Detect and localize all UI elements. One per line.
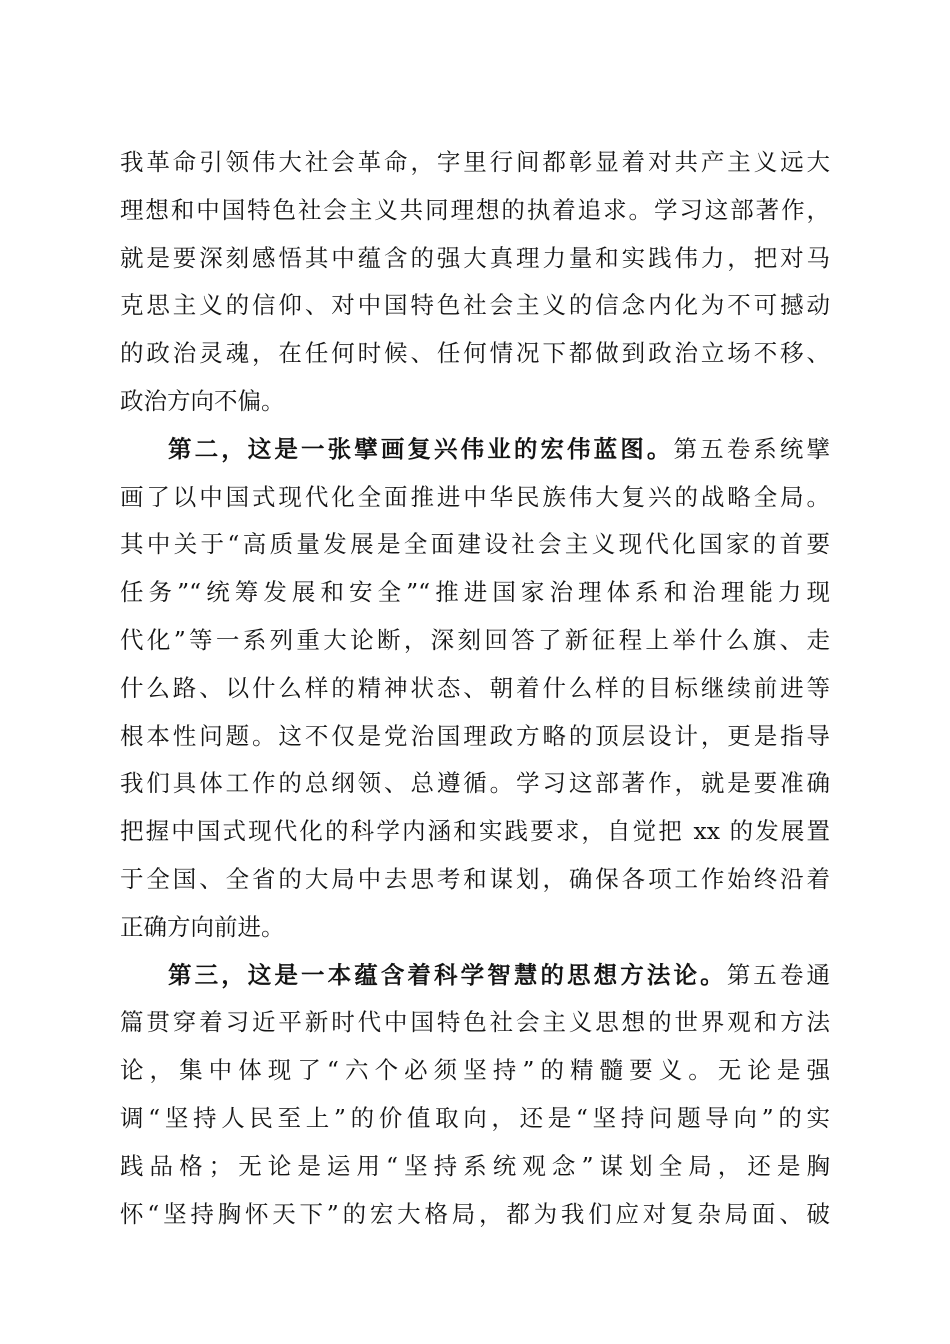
paragraph-heading: 第二，这是一张擘画复兴伟业的宏伟蓝图。 — [168, 434, 674, 463]
text-line: 画了以中国式现代化全面推进中华民族伟大复兴的战略全局。 — [120, 482, 830, 511]
text-line: 就是要深刻感悟其中蕴含的强大真理力量和实践伟力，把对马 — [120, 243, 830, 272]
paragraph-2 — [120, 426, 830, 952]
text-line: 政治方向不偏。 — [120, 386, 285, 415]
text-line: 我革命引领伟大社会革命，字里行间都彰显着对共产主义远大 — [120, 148, 830, 176]
paragraph-1 — [120, 139, 830, 426]
text-line: 什么路、以什么样的精神状态、朝着什么样的目标继续前进等 — [120, 673, 830, 702]
text-line: 根本性问题。这不仅是党治国理政方略的顶层设计，更是指导 — [120, 721, 830, 750]
text-line: 践品格；无论是运用“坚持系统观念”谋划全局，还是胸 — [120, 1151, 830, 1180]
text-line: 论，集中体现了“六个必须坚持”的精髓要义。无论是强 — [120, 1056, 830, 1085]
text-line: 怀“坚持胸怀天下”的宏大格局，都为我们应对复杂局面、破 — [120, 1199, 830, 1228]
text-line: 克思主义的信仰、对中国特色社会主义的信念内化为不可撼动 — [120, 291, 830, 320]
paragraph-heading: 第三，这是一本蕴含着科学智慧的思想方法论。 — [168, 960, 727, 989]
text-line: 正确方向前进。 — [120, 912, 285, 941]
document-body — [120, 139, 830, 1238]
text-line: 代化”等一系列重大论断，深刻回答了新征程上举什么旗、走 — [120, 625, 830, 654]
text-line: 理想和中国特色社会主义共同理想的执着追求。学习这部著作， — [120, 195, 830, 224]
text-line: 的政治灵魂，在任何时候、任何情况下都做到政治立场不移、 — [120, 339, 830, 368]
text-line: 其中关于“高质量发展是全面建设社会主义现代化国家的首要 — [120, 530, 830, 559]
text-segment: 第五卷系统擘 — [673, 434, 831, 463]
text-line: 我们具体工作的总纲领、总遵循。学习这部著作，就是要准确 — [120, 769, 830, 798]
text-line: 任务”“统筹发展和安全”“推进国家治理体系和治理能力现 — [120, 578, 830, 607]
paragraph-first-line — [120, 426, 830, 474]
text-line: 调“坚持人民至上”的价值取向，还是“坚持问题导向”的实 — [120, 1103, 830, 1132]
paragraph-3 — [120, 952, 830, 1239]
text-segment: 第五卷通 — [726, 960, 831, 989]
paragraph-first-line — [120, 952, 830, 1000]
text-line: 把握中国式现代化的科学内涵和实践要求，自觉把 xx 的发展置 — [120, 817, 830, 846]
text-line: 篇贯穿着习近平新时代中国特色社会主义思想的世界观和方法 — [120, 1008, 830, 1037]
text-line: 于全国、全省的大局中去思考和谋划，确保各项工作始终沿着 — [120, 864, 830, 893]
